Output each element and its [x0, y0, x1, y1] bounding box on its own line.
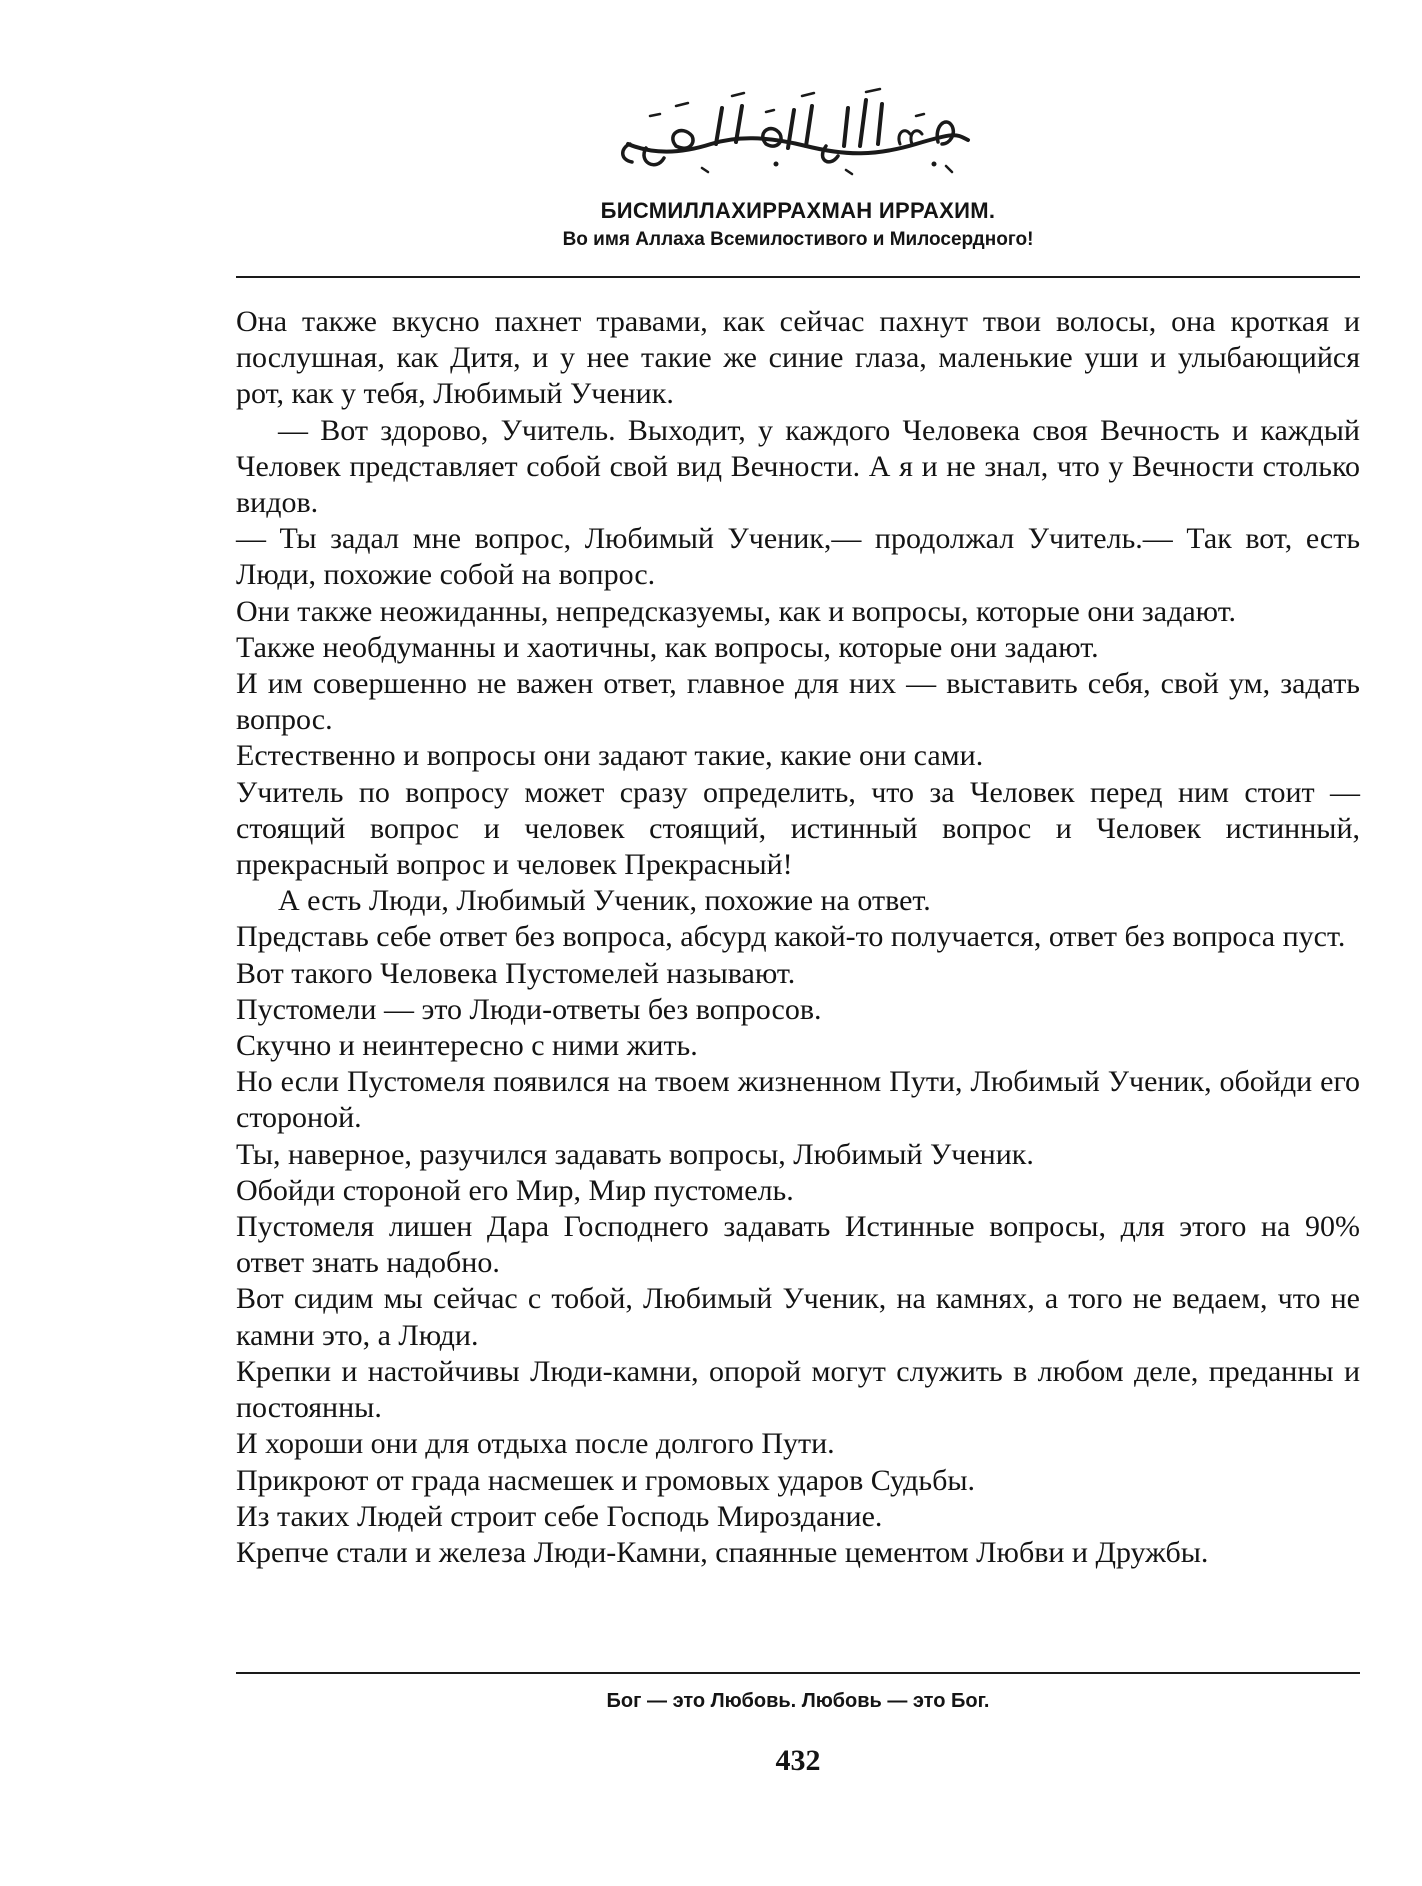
book-page: [236, 0, 1360, 1886]
paragraph: Но если Пустомеля появился на твоем жизненном Пути, Любимый Ученик, обойди его стороной.: [236, 1065, 1360, 1135]
paragraph: — Ты задал мне вопрос, Любимый Ученик,— продолжал Учитель.— Так вот, есть Люди, похожие собой на вопрос.: [236, 522, 1360, 592]
paragraph: — Вот здорово, Учитель. Выходит, у каждого Человека своя Вечность и каждый Человек представляет собой свой вид Вечности. А я и не знал, что у Вечности столько видов.: [236, 413, 1360, 520]
paragraph: Пустомели — это Люди-ответы без вопросов.: [236, 992, 822, 1026]
paragraph: Представь себе ответ без вопроса, абсурд какой-то получается, ответ без вопроса пуст.: [236, 920, 1346, 954]
paragraph: Скучно и неинтересно с ними жить.: [236, 1029, 698, 1063]
footer-motto: Бог — это Любовь. Любовь — это Бог.: [606, 1690, 990, 1712]
page-number: 432: [775, 1744, 821, 1777]
paragraph: Она также вкусно пахнет травами, как сейчас пахнут твои волосы, она кроткая и послушная, как Дитя, и у нее такие же синие глаза, маленькие уши и улыбающийся рот, как у тебя, Любимый Ученик.: [236, 305, 1360, 411]
paragraph: Они также неожиданны, непредсказуемы, как и вопросы, которые они задают.: [236, 594, 1237, 628]
paragraph: И хороши они для отдыха после долгого Пути.: [236, 1427, 835, 1461]
body-text: [236, 304, 1360, 1571]
paragraph: Крепче стали и железа Люди-Камни, спаянные цементом Любви и Дружбы.: [236, 1535, 1209, 1569]
header-divider: [236, 276, 1360, 278]
paragraph: Ты, наверное, разучился задавать вопросы, Любимый Ученик.: [236, 1137, 1034, 1171]
footer-divider: [236, 1672, 1360, 1674]
paragraph: Прикроют от града насмешек и громовых ударов Судьбы.: [236, 1463, 975, 1497]
paragraph: Пустомеля лишен Дара Господнего задавать Истинные вопросы, для этого на 90% ответ знать надобно.: [236, 1210, 1360, 1280]
paragraph: И им совершенно не важен ответ, главное для них — выставить себя, свой ум, задать вопрос.: [236, 667, 1360, 737]
paragraph: Из таких Людей строит себе Господь Мироздание.: [236, 1499, 883, 1533]
paragraph: Также необдуманны и хаотичны, как вопросы, которые они задают.: [236, 630, 1099, 664]
paragraph: Естественно и вопросы они задают такие, какие они сами.: [236, 739, 984, 773]
header-title: БИСМИЛЛАХИРРАХМАН ИРРАХИМ.: [600, 198, 996, 223]
paragraph: Вот такого Человека Пустомелей называют.: [236, 956, 796, 990]
header-subtitle: Во имя Аллаха Всемилостивого и Милосердного!: [562, 229, 1034, 250]
bismillah-calligraphy-icon: [616, 86, 976, 178]
paragraph: Крепки и настойчивы Люди-камни, опорой могут служить в любом деле, преданны и постоянны.: [236, 1354, 1360, 1425]
paragraph: А есть Люди, Любимый Ученик, похожие на ответ.: [278, 884, 931, 918]
paragraph: Обойди стороной его Мир, Мир пустомель.: [236, 1173, 794, 1207]
paragraph: Учитель по вопросу может сразу определить, что за Человек перед ним стоит — стоящий вопрос и человек стоящий, истинный вопрос и Человек истинный, прекрасный вопрос и человек Прекрасный!: [236, 775, 1360, 882]
paragraph: Вот сидим мы сейчас с тобой, Любимый Ученик, на камнях, а того не ведаем, что не камни это, а Люди.: [236, 1282, 1360, 1352]
